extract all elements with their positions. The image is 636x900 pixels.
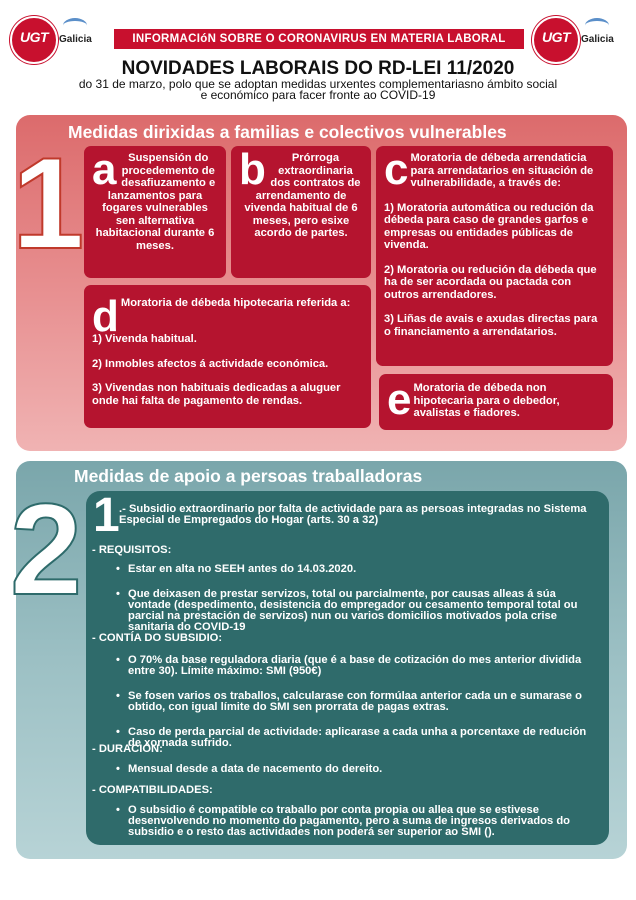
logo-region: Galicia <box>581 34 614 45</box>
list-item: • Estar en alta no SEEH antes do 14.03.2020. <box>116 564 594 575</box>
contia-list <box>116 655 594 763</box>
card-c <box>376 146 613 366</box>
card-text: Suspensión do procedemento de desafiuzamento e lanzamentos para fogares vulnerables sen alternativa habitacional durante 6 meses. <box>95 152 216 252</box>
card-item: 2) Inmobles afectos á actividade económica. <box>92 357 329 370</box>
card-b <box>231 146 371 278</box>
section-title-families: Medidas dirixidas a familias e colectivos vulnerables <box>68 122 507 142</box>
card-d <box>84 285 371 428</box>
card-intro: Moratoria de débeda hipotecaria referida a: <box>120 297 351 309</box>
subsidy-number: 1 <box>93 489 120 542</box>
ugt-logo-left <box>8 12 103 62</box>
card-item: 2) Moratoria ou redución da débeda que ha de ser acordada ou pactada con outros arrendadores. <box>384 263 597 301</box>
ugt-logo-right <box>530 12 625 62</box>
card-letter: a <box>92 145 117 194</box>
page-title: NOVIDADES LABORAIS DO RD-LEI 11/2020 <box>121 58 515 79</box>
card-letter: b <box>239 145 266 194</box>
header-banner: INFORMACIóN SOBRE O CORONAVIRUS EN MATERIA LABORAL <box>114 29 524 49</box>
swoosh-icon <box>585 18 609 33</box>
card-letter: c <box>384 145 409 194</box>
requisitos-heading: - REQUISITOS: <box>92 544 172 556</box>
ugt-logo-text: UGT <box>541 29 571 45</box>
compat-list <box>116 805 594 852</box>
card-letter: e <box>387 375 412 424</box>
section-number-1: 1 <box>12 130 85 276</box>
page-subtitle <box>40 79 596 101</box>
list-item: • Caso de perda parcial de actividade: aplicarase a cada unha a porcentaxe de redución de xornada sufrido. <box>116 727 594 749</box>
compat-heading: - COMPATIBILIDADES: <box>92 784 213 796</box>
card-e <box>379 374 613 430</box>
logo-region: Galicia <box>59 34 92 45</box>
subtitle-line-1: do 31 de marzo, polo que se adoptan medidas urxentes complementariasno ámbito social <box>78 77 558 91</box>
card-text: Moratoria de débeda non hipotecaria para o debedor, avalistas e fiadores. <box>413 382 560 419</box>
duracion-heading: - DURACIÓN: <box>92 743 163 755</box>
subsidy-card <box>86 491 609 845</box>
card-item: 1) Moratoria automática ou redución da débeda para caso de grandes garfos e empresas ou entidades públicas de vivenda. <box>384 201 594 251</box>
subsidy-intro: .- Subsidio extraordinario por falta de actividade para as persoas integradas no Sistema Especial de Empregados do Hogar (arts. 30 a 32) <box>119 503 587 526</box>
card-letter: d <box>92 292 119 341</box>
list-item: • Mensual desde a data de nacemento do dereito. <box>116 764 594 775</box>
subtitle-line-2: e económico para facer fronte ao COVID-19 <box>200 88 436 102</box>
swoosh-icon <box>63 18 87 33</box>
section-number-2: 2 <box>10 476 83 622</box>
contia-heading: - CONTÍA DO SUBSIDIO: <box>92 632 223 644</box>
card-a <box>84 146 226 278</box>
section-title-workers: Medidas de apoio a persoas traballadoras <box>74 466 423 486</box>
list-item: • Que deixasen de prestar servizos, total ou parcialmente, por causas alleas á súa vontade (despedimento, desistencia do empregador ou cesamento temporal total ou parcial na prestación de servizos) nun ou varios domicilios motivados pola crise sanitaria do COVID-19 <box>116 589 594 633</box>
card-item: 1) Vivenda habitual. <box>92 333 197 345</box>
card-text: Prórroga extraordinaria dos contratos de arrendamento de vivenda habitual de 6 meses, pero esixe acordo de partes. <box>244 152 361 239</box>
list-item: • Se fosen varios os traballos, calcularase con formúlaa anterior cada un e sumarase o obtido, con igual límite do SMI sen prorrata de pagas extras. <box>116 691 594 713</box>
card-intro: Moratoria de débeda arrendaticia para arrendatarios en situación de vulnerabilidade, a través de: <box>410 152 594 189</box>
list-item: • O 70% da base reguladora diaria (que é a base de cotización do mes anterior dividida entre 30). Límite máximo: SMI (950€) <box>116 655 594 677</box>
list-item: • O subsidio é compatible co traballo por conta propia ou allea que se estivese desenvolvendo no momento do pagamento, pero a suma de ingresos derivados do subsidio e o resto das actividades non poderá ser superior ao SMI (). <box>116 805 594 838</box>
ugt-logo-text: UGT <box>19 29 49 45</box>
card-item: 3) Liñas de avais e axudas directas para o financiamento a arrendatarios. <box>384 313 598 338</box>
card-item: 3) Vivendas non habituais dedicadas a aluguer onde hai falta de pagamento de rendas. <box>92 382 341 407</box>
